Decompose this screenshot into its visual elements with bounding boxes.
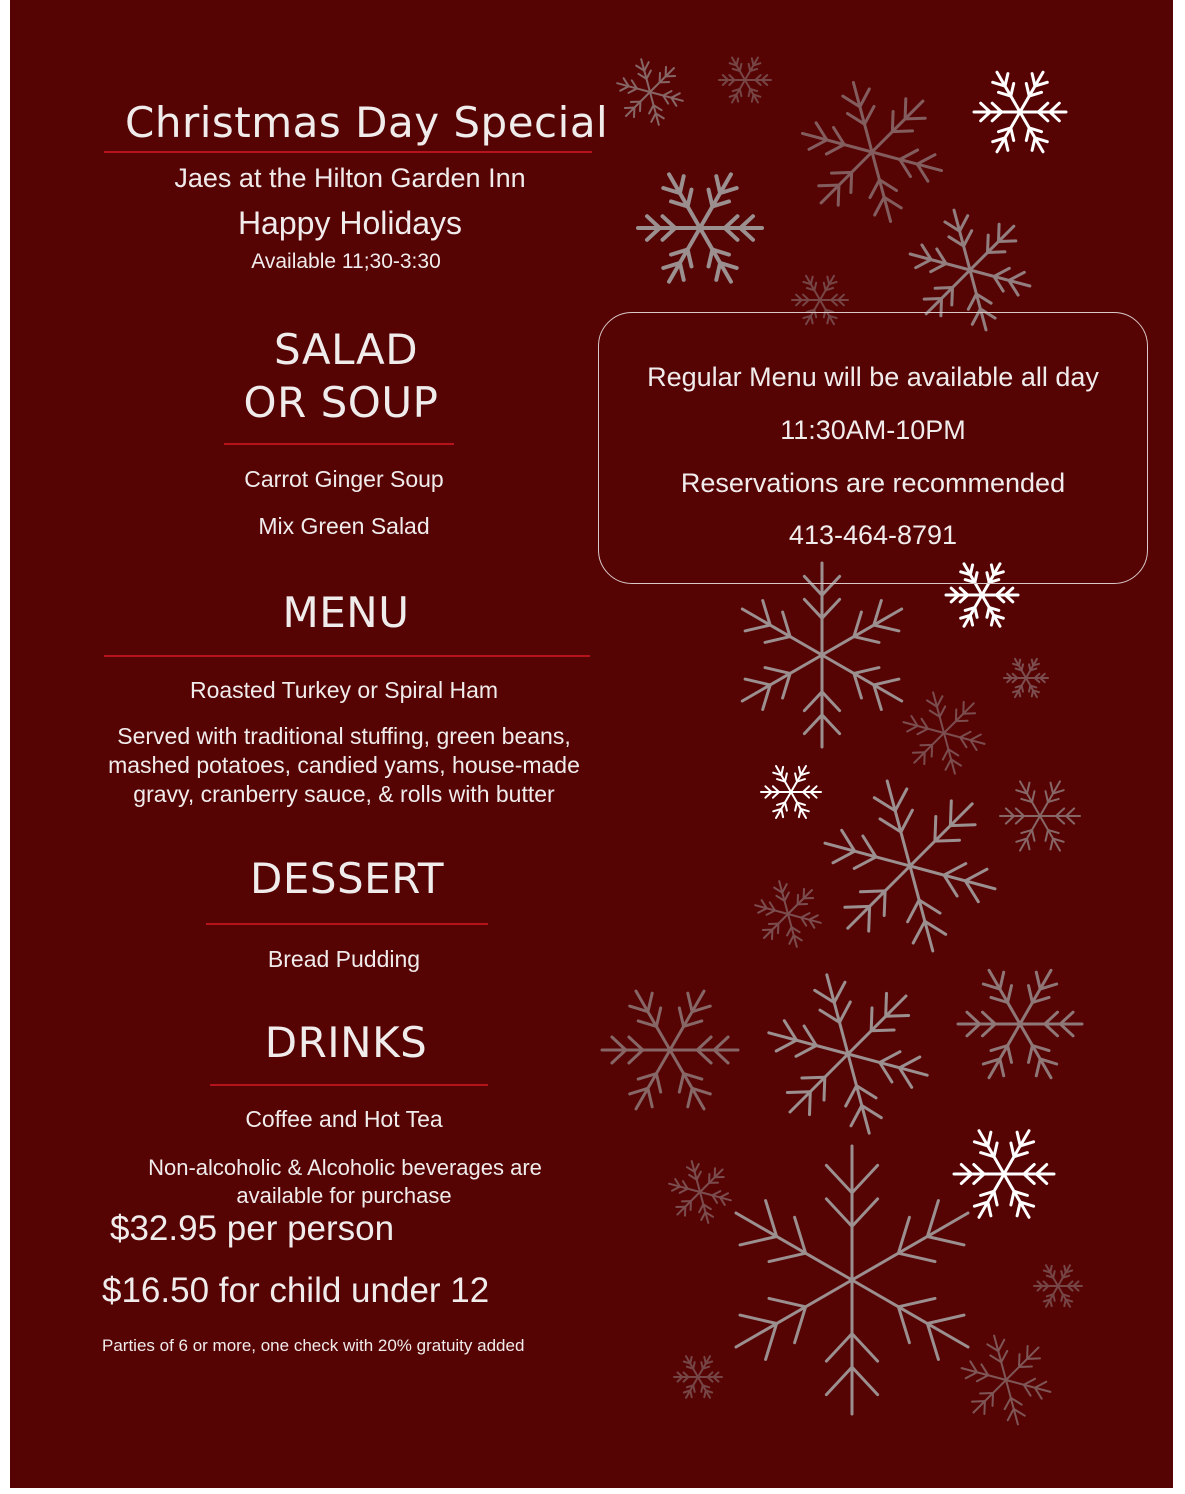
snowflake-icon xyxy=(803,83,942,222)
child-price: $16.50 for child under 12 xyxy=(102,1271,490,1310)
venue-name: Jaes at the Hilton Garden Inn xyxy=(174,163,526,193)
drinks-heading: DRINKS xyxy=(264,1018,428,1067)
drinks-note-line: available for purchase xyxy=(236,1183,452,1208)
menu-description-line: mashed potatoes, candied yams, house-made xyxy=(108,752,580,778)
regular-menu-note: Regular Menu will be available all day xyxy=(647,362,1099,392)
dessert-divider xyxy=(206,923,488,925)
drinks-divider xyxy=(210,1084,488,1086)
dessert-item: Bread Pudding xyxy=(267,946,421,972)
salad-item: Carrot Ginger Soup xyxy=(244,466,444,492)
menu-entree: Roasted Turkey or Spiral Ham xyxy=(189,677,499,703)
salad-divider xyxy=(224,443,454,445)
snowflake-icon xyxy=(769,975,927,1133)
reservations-note: Reservations are recommended xyxy=(680,468,1066,498)
snowflake-icon xyxy=(1034,1265,1082,1307)
availability-hours: Available 11;30-3:30 xyxy=(251,250,441,273)
snowflake-icon xyxy=(954,1131,1054,1218)
snowflake-icon xyxy=(761,766,821,818)
dessert-heading: DESSERT xyxy=(249,854,445,903)
snowflake-icon xyxy=(1000,781,1080,850)
snowflake-icon xyxy=(674,1356,722,1398)
drinks-item: Coffee and Hot Tea xyxy=(245,1106,443,1132)
salad-heading: SALAD xyxy=(273,325,419,374)
menu-heading: MENU xyxy=(282,588,410,637)
snowflake-icon xyxy=(617,59,683,125)
party-gratuity-note: Parties of 6 or more, one check with 20% gratuity added xyxy=(102,1336,525,1355)
page-title: Christmas Day Special xyxy=(125,98,609,147)
snowflake-icon xyxy=(974,72,1066,152)
salad-item: Mix Green Salad xyxy=(258,513,430,539)
soup-heading: OR SOUP xyxy=(243,378,439,427)
snowflake-icon xyxy=(958,970,1082,1077)
menu-description-line: Served with traditional stuffing, green beans, xyxy=(117,723,571,749)
snowflake-icon xyxy=(736,1146,968,1414)
phone-number: 413-464-8791 xyxy=(788,520,958,550)
snowflake-icon xyxy=(962,1336,1051,1425)
snowflake-icon xyxy=(755,881,821,947)
snowflake-icon xyxy=(903,692,984,773)
snowflake-icon xyxy=(742,563,901,747)
snowflake-icon xyxy=(719,58,771,103)
greeting: Happy Holidays xyxy=(237,205,463,241)
menu-poster xyxy=(10,0,1173,1488)
menu-divider xyxy=(104,655,590,657)
adult-price: $32.95 per person xyxy=(110,1209,395,1248)
regular-menu-hours: 11:30AM-10PM xyxy=(780,415,966,445)
snowflake-icon xyxy=(825,781,995,951)
drinks-note-line: Non-alcoholic & Alcoholic beverages are xyxy=(148,1155,542,1180)
menu-description-line: gravy, cranberry sauce, & rolls with butter xyxy=(133,781,555,807)
title-divider xyxy=(104,151,592,153)
snowflake-icon xyxy=(1004,659,1048,697)
